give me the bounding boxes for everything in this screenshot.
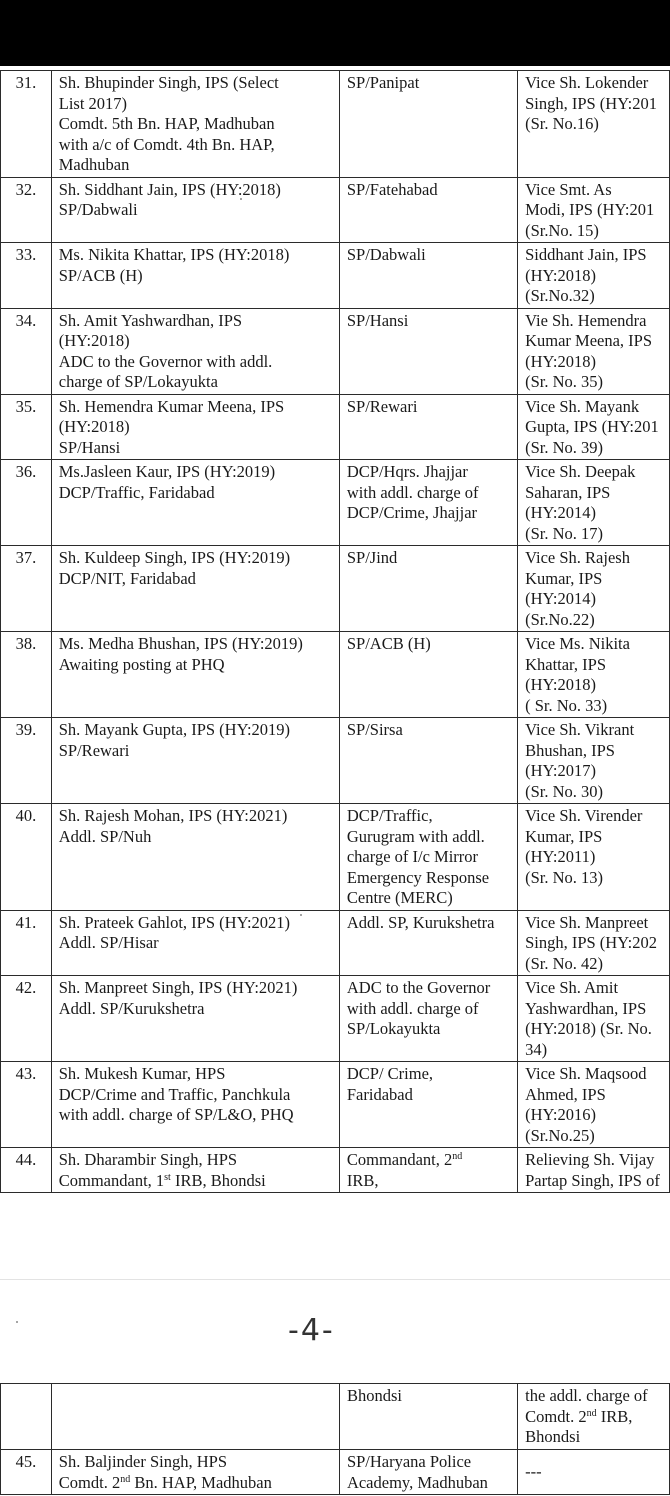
vice-line: Bhushan, IPS [525, 740, 615, 760]
vice-line: Kumar Meena, IPS [525, 331, 653, 350]
vice-line: (HY:2011) [525, 847, 596, 866]
vice-line: (HY:2016) [525, 1105, 596, 1124]
table-row [1, 243, 670, 309]
officer-name-line: SP/Hansi [58, 437, 121, 457]
posting-line: SP/Sirsa [346, 720, 403, 739]
officer-name-cell [51, 177, 339, 243]
officer-name-line: with addl. charge of SP/L&O, PHQ [58, 1105, 294, 1124]
officer-name-line: Ms. Medha Bhushan, IPS (HY:2019) [58, 634, 303, 653]
vice-line: (HY:2018) [525, 675, 596, 694]
officer-name-cell [51, 308, 339, 394]
new-posting-cell [339, 243, 517, 309]
officer-name-line: Sh. Baljinder Singh, HPS [58, 1452, 228, 1471]
officer-name-cell [51, 1148, 339, 1193]
posting-line: Emergency Response [346, 867, 490, 887]
vice-line: Vice Sh. Rajesh [525, 548, 630, 567]
officer-name-line: Addl. SP/Kurukshetra [58, 998, 205, 1018]
table-row [1, 394, 670, 460]
vice-line: Saharan, IPS [525, 482, 611, 502]
officer-name-cell [51, 1450, 339, 1495]
vice-cell [518, 976, 670, 1062]
table-row [1, 804, 670, 911]
new-posting-cell [339, 1148, 517, 1193]
officer-name-line: Sh. Siddhant Jain, IPS (HY:2018) [58, 179, 281, 199]
vice-line: (Sr. No. 39) [525, 437, 603, 457]
officer-name-line: Sh. Hemendra Kumar Meena, IPS [58, 396, 285, 416]
officer-name-cell [51, 460, 339, 546]
officer-name-line: with a/c of Comdt. 4th Bn. HAP, [58, 134, 275, 154]
vice-line: (Sr. No. 30) [525, 781, 603, 801]
posting-line: DCP/ Crime, [346, 1064, 434, 1083]
officer-name-cell [51, 632, 339, 718]
posting-line: Addl. SP, Kurukshetra [346, 912, 495, 932]
posting-line: SP/Haryana Police [346, 1452, 472, 1471]
officer-name-line: Awaiting posting at PHQ [58, 654, 225, 674]
vice-line: the addl. charge of [525, 1386, 648, 1405]
table-row [1, 1148, 670, 1193]
officer-name-cell [51, 243, 339, 309]
officer-name-line: ADC to the Governor with addl. [58, 351, 273, 371]
table-row [1, 718, 670, 804]
vice-cell [518, 1450, 670, 1495]
vice-line: Vice Sh. Deepak [525, 462, 636, 481]
vice-line: (HY:2017) [525, 761, 596, 780]
vice-line: Ahmed, IPS [525, 1084, 606, 1104]
vice-line: Partap Singh, IPS of [525, 1170, 660, 1190]
vice-cell [518, 804, 670, 911]
officer-name-cell [51, 71, 339, 178]
vice-line: Vice Sh. Virender [525, 806, 643, 825]
new-posting-cell [339, 632, 517, 718]
posting-line: Bhondsi [346, 1386, 402, 1405]
posting-line: ADC to the Governor [346, 978, 491, 997]
posting-line: DCP/Traffic, [346, 806, 433, 825]
serial-number: 38. [1, 632, 52, 718]
posting-line: Commandant, 2nd [346, 1150, 463, 1169]
vice-cell [518, 910, 670, 976]
table-row [1, 1062, 670, 1148]
officer-name-line: Comdt. 2nd Bn. HAP, Madhuban [58, 1472, 272, 1492]
vice-cell [518, 460, 670, 546]
serial-number: 32. [1, 177, 52, 243]
new-posting-cell [339, 976, 517, 1062]
posting-line: Faridabad [346, 1084, 413, 1104]
serial-number: 31. [1, 71, 52, 178]
officer-name-cell [51, 718, 339, 804]
vice-cell [518, 177, 670, 243]
vice-line: (Sr.No.32) [525, 286, 595, 305]
posting-line: charge of I/c Mirror [346, 847, 479, 866]
new-posting-cell [339, 804, 517, 911]
vice-line: (Sr. No.16) [525, 114, 599, 133]
vice-line: Vice Sh. Vikrant [525, 720, 635, 739]
vice-line: Vice Sh. Manpreet [525, 912, 649, 932]
vice-line: Relieving Sh. Vijay [525, 1150, 655, 1169]
officer-name-line: Sh. Dharambir Singh, HPS [58, 1150, 238, 1169]
vice-cell [518, 308, 670, 394]
table-row [1, 910, 670, 976]
officer-name-cell [51, 804, 339, 911]
transfer-table-page-3 [0, 70, 670, 1193]
officer-name-line: Sh. Kuldeep Singh, IPS (HY:2019) [58, 548, 291, 567]
new-posting-cell [339, 718, 517, 804]
officer-name-line: Ms.Jasleen Kaur, IPS (HY:2019) [58, 462, 276, 481]
vice-line: (Sr.No. 15) [525, 220, 599, 240]
serial-number [1, 1384, 52, 1450]
officer-name-cell [51, 1062, 339, 1148]
vice-line: ( Sr. No. 33) [525, 695, 608, 715]
posting-line: Academy, Madhuban [346, 1472, 488, 1492]
vice-line: Yashwardhan, IPS [525, 998, 647, 1018]
officer-name-line: DCP/Crime and Traffic, Panchkula [58, 1084, 291, 1104]
serial-number: 35. [1, 394, 52, 460]
vice-line: Singh, IPS (HY:201 [525, 93, 657, 113]
vice-line: (HY:2018) (Sr. No. [525, 1019, 652, 1038]
vice-line: (HY:2014) [525, 589, 596, 608]
scan-speck [16, 1321, 18, 1323]
vice-line: Siddhant Jain, IPS [525, 245, 647, 264]
serial-number: 36. [1, 460, 52, 546]
new-posting-cell [339, 1450, 517, 1495]
officer-name-line: SP/Dabwali [58, 200, 138, 219]
vice-line: Vice Sh. Lokender [525, 73, 649, 92]
officer-name-line: Sh. Mukesh Kumar, HPS [58, 1064, 226, 1083]
officer-name-line: charge of SP/Lokayukta [58, 372, 218, 391]
serial-number: 37. [1, 546, 52, 632]
posting-line: with addl. charge of [346, 998, 479, 1018]
officer-name-line: Sh. Manpreet Singh, IPS (HY:2021) [58, 978, 298, 997]
new-posting-cell [339, 177, 517, 243]
vice-line: Singh, IPS (HY:202 [525, 933, 657, 952]
vice-cell [518, 1384, 670, 1450]
serial-number: 39. [1, 718, 52, 804]
posting-line: with addl. charge of [346, 482, 479, 502]
officer-name-line: List 2017) [58, 93, 128, 113]
posting-line: Gurugram with addl. [346, 826, 485, 846]
officer-name-line: Addl. SP/Hisar [58, 933, 159, 952]
serial-number: 44. [1, 1148, 52, 1193]
table-row [1, 1384, 670, 1450]
vice-line: (Sr.No.25) [525, 1125, 595, 1145]
table-row [1, 632, 670, 718]
table-row [1, 976, 670, 1062]
officer-name-line: Madhuban [58, 155, 130, 174]
vice-line: Vice Smt. As [525, 179, 612, 199]
vice-line: 34) [525, 1039, 548, 1059]
page-separator [0, 1279, 670, 1280]
black-header-bar [0, 0, 670, 66]
serial-number: 41. [1, 910, 52, 976]
vice-cell [518, 71, 670, 178]
vice-line: --- [525, 1462, 542, 1482]
vice-cell [518, 1062, 670, 1148]
officer-name-line: Sh. Amit Yashwardhan, IPS [58, 310, 243, 330]
vice-line: Vie Sh. Hemendra [525, 310, 647, 330]
officer-name-line: Sh. Prateek Gahlot, IPS (HY:2021) [58, 912, 291, 932]
vice-line: (Sr. No. 42) [525, 953, 603, 973]
posting-line: DCP/Crime, Jhajjar [346, 503, 478, 522]
vice-line: (Sr. No. 17) [525, 523, 603, 543]
officer-name-cell [51, 546, 339, 632]
new-posting-cell [339, 1384, 517, 1450]
table-row [1, 177, 670, 243]
serial-number: 33. [1, 243, 52, 309]
vice-line: Kumar, IPS [525, 826, 603, 846]
vice-line: Gupta, IPS (HY:201 [525, 417, 659, 436]
serial-number: 45. [1, 1450, 52, 1495]
officer-name-cell [51, 976, 339, 1062]
officer-name-line: Comdt. 5th Bn. HAP, Madhuban [58, 114, 275, 133]
officer-name-line: DCP/NIT, Faridabad [58, 568, 196, 588]
vice-line: Vice Ms. Nikita [525, 634, 630, 653]
vice-line: Khattar, IPS [525, 654, 606, 674]
table-row [1, 546, 670, 632]
officer-name-line: (HY:2018) [58, 331, 130, 350]
posting-line: SP/Hansi [346, 310, 409, 330]
posting-line: SP/ACB (H) [346, 634, 431, 653]
officer-name-line: (HY:2018) [58, 417, 130, 436]
officer-name-line: SP/Rewari [58, 740, 130, 760]
table-row [1, 1450, 670, 1495]
vice-line: Kumar, IPS [525, 568, 603, 588]
new-posting-cell [339, 1062, 517, 1148]
posting-line: SP/Jind [346, 548, 398, 567]
posting-line: IRB, [346, 1170, 379, 1190]
serial-number: 42. [1, 976, 52, 1062]
new-posting-cell [339, 460, 517, 546]
new-posting-cell [339, 308, 517, 394]
posting-line: Centre (MERC) [346, 888, 453, 907]
vice-line: (Sr.No.22) [525, 609, 595, 629]
new-posting-cell [339, 71, 517, 178]
officer-name-cell [51, 910, 339, 976]
officer-name-cell [51, 1384, 339, 1450]
officer-name-line: Commandant, 1st IRB, Bhondsi [58, 1170, 266, 1190]
table-row [1, 460, 670, 546]
vice-line: Comdt. 2nd IRB, [525, 1406, 633, 1426]
posting-line: DCP/Hqrs. Jhajjar [346, 462, 468, 481]
officer-name-line: SP/ACB (H) [58, 265, 143, 285]
vice-line: Vice Sh. Mayank [525, 396, 640, 416]
new-posting-cell [339, 394, 517, 460]
officer-name-line: Addl. SP/Nuh [58, 826, 152, 846]
table-row [1, 71, 670, 178]
vice-line: Modi, IPS (HY:201 [525, 200, 655, 219]
vice-line: (HY:2018) [525, 351, 596, 371]
serial-number: 43. [1, 1062, 52, 1148]
officer-name-line: Sh. Rajesh Mohan, IPS (HY:2021) [58, 806, 288, 825]
officer-name-line: Sh. Bhupinder Singh, IPS (Select [58, 73, 279, 92]
posting-line: SP/Rewari [346, 396, 418, 416]
serial-number: 40. [1, 804, 52, 911]
officer-name-line: Sh. Mayank Gupta, IPS (HY:2019) [58, 720, 291, 739]
new-posting-cell [339, 546, 517, 632]
posting-line: SP/Panipat [346, 73, 420, 92]
serial-number: 34. [1, 308, 52, 394]
vice-cell [518, 394, 670, 460]
officer-name-line: Ms. Nikita Khattar, IPS (HY:2018) [58, 245, 290, 264]
posting-line: SP/Fatehabad [346, 179, 438, 199]
transfer-table-page-4 [0, 1383, 670, 1495]
vice-line: (HY:2018) [525, 265, 596, 285]
posting-line: SP/Lokayukta [346, 1019, 441, 1038]
officer-name-line: DCP/Traffic, Faridabad [58, 482, 215, 502]
scan-speck [240, 198, 242, 200]
officer-name-cell [51, 394, 339, 460]
vice-cell [518, 243, 670, 309]
vice-line: Vice Sh. Amit [525, 978, 619, 997]
scan-speck [300, 914, 302, 916]
vice-cell [518, 632, 670, 718]
vice-cell [518, 1148, 670, 1193]
vice-line: (HY:2014) [525, 503, 596, 522]
posting-line: SP/Dabwali [346, 245, 426, 264]
new-posting-cell [339, 910, 517, 976]
page-number: -4- [288, 1313, 335, 1348]
vice-line: Vice Sh. Maqsood [525, 1064, 647, 1083]
table-row [1, 308, 670, 394]
vice-line: (Sr. No. 35) [525, 372, 603, 391]
vice-line: (Sr. No. 13) [525, 867, 603, 887]
vice-cell [518, 546, 670, 632]
vice-line: Bhondsi [525, 1427, 581, 1446]
vice-cell [518, 718, 670, 804]
